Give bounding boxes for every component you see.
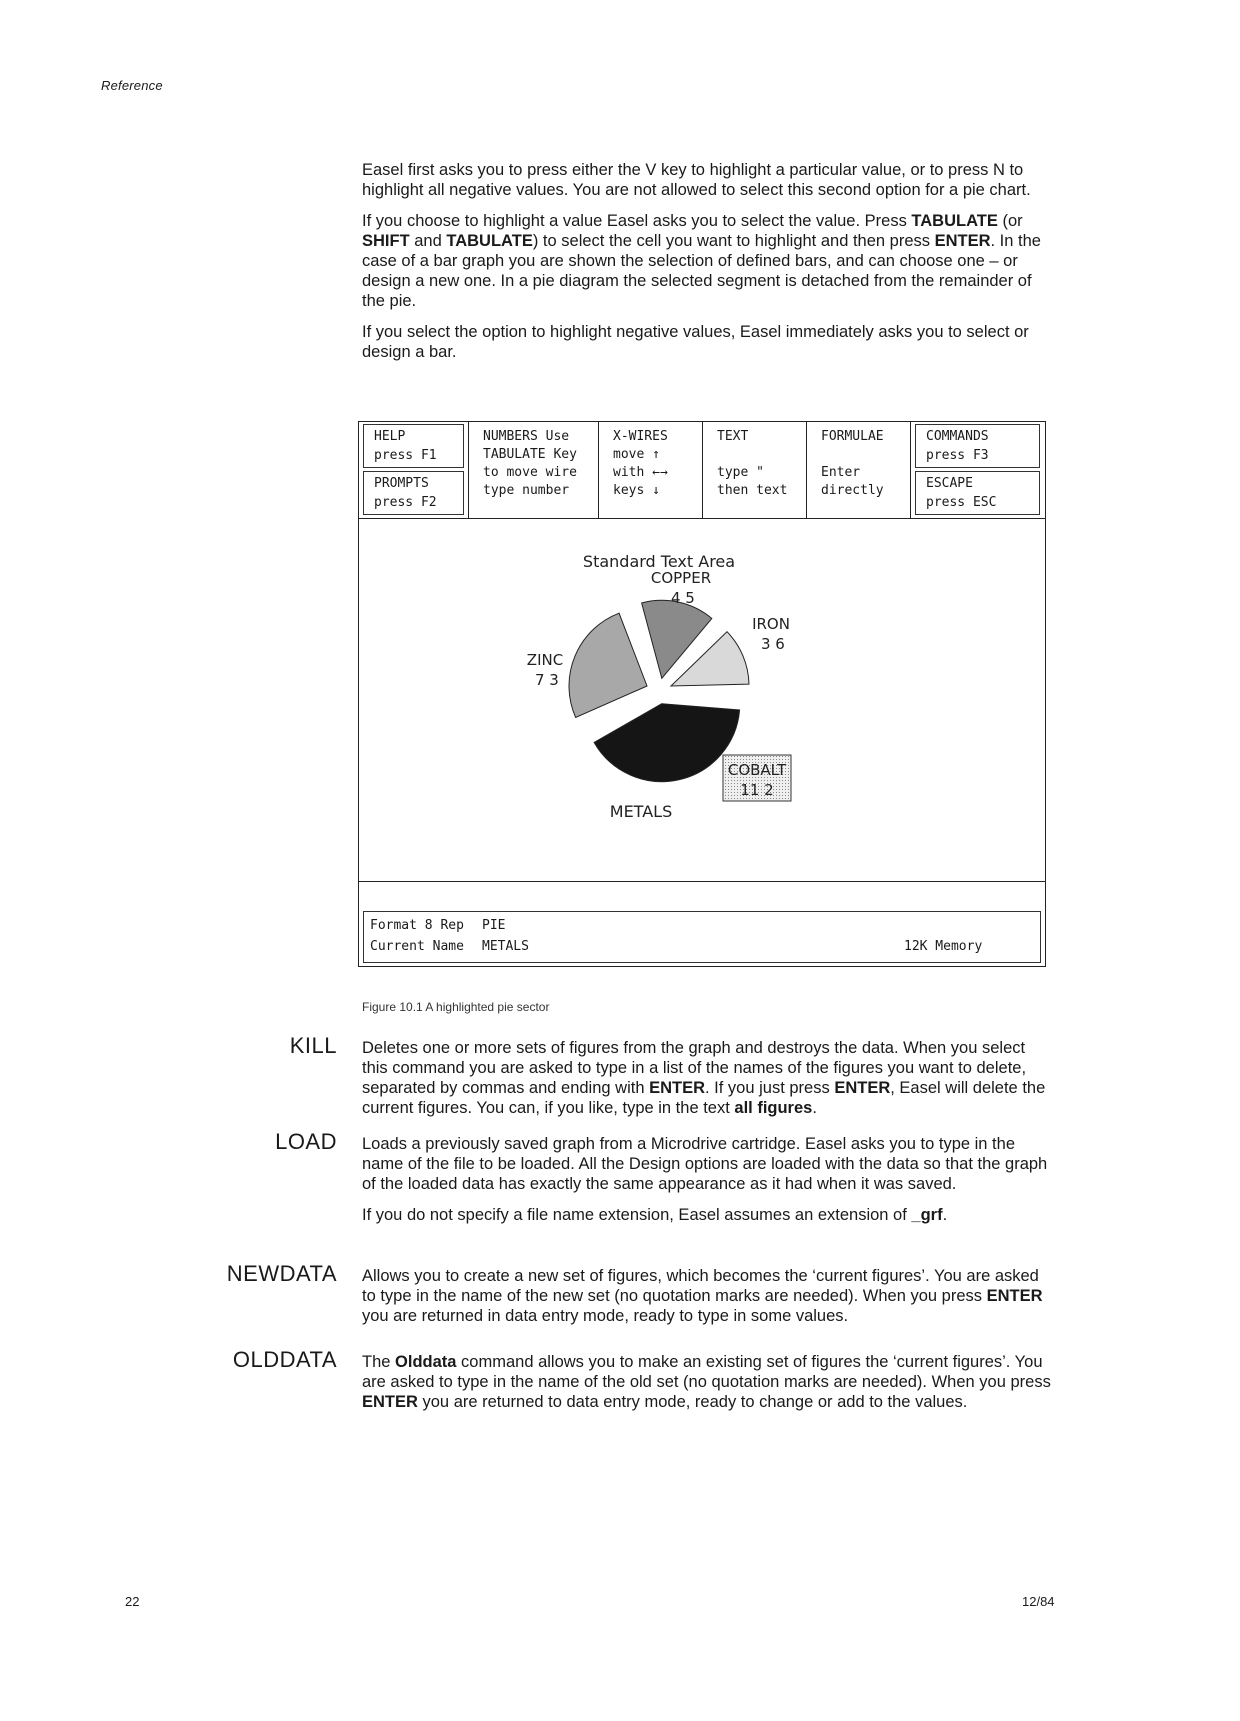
slice-label-cobalt: COBALT	[727, 761, 787, 779]
escape-sub-label: press ESC	[926, 495, 997, 510]
escape-label: ESCAPE	[926, 476, 973, 491]
format-value: PIE	[482, 918, 506, 933]
slice-value-zinc: 7 3	[535, 671, 559, 689]
current-name-value: METALS	[482, 939, 529, 954]
prompts-sub-label: press F2	[374, 495, 437, 510]
menu-numbers[interactable]: NUMBERS Use TABULATE Key to move wire type number	[469, 422, 599, 518]
slice-value-cobalt: 11 2	[740, 781, 774, 799]
menu-x-wires[interactable]: X-WIRES move ↑ with ←→ keys ↓	[599, 422, 703, 518]
edit-line-separator	[359, 881, 1045, 882]
figure-caption: Figure 10.1 A highlighted pie sector	[362, 1000, 550, 1014]
menu-bar	[359, 422, 1045, 519]
intro-paragraph-1: Easel first asks you to press either the V key to highlight a particular value, or to press N to highlight all negative values. You are not allowed to select this second option for a pie chart.	[362, 161, 1031, 199]
escape-key-box[interactable]	[915, 471, 1040, 515]
term-kill: KILL	[289, 1033, 337, 1058]
pie-slices	[569, 600, 749, 781]
current-name-label: Current Name	[370, 939, 464, 954]
term-load: LOAD	[275, 1129, 337, 1154]
desc-load: Loads a previously saved graph from a Microdrive cartridge. Easel asks you to type in the name of the file to be loaded. All the Design options are loaded with the data so that the graph of the loaded data has exactly the same appearance as it had when it was saved. If you do not specify a file name extension, Easel assumes an extension of _grf.	[362, 1135, 1048, 1224]
prompts-key-box[interactable]	[363, 471, 464, 515]
running-header: Reference	[101, 78, 163, 93]
pie-chart	[359, 519, 1043, 871]
intro-text	[362, 160, 1052, 373]
graph-area	[359, 519, 1045, 871]
slice-value-copper: 4 5	[671, 589, 695, 607]
slice-label-iron: IRON	[752, 615, 790, 633]
commands-key-box[interactable]	[915, 424, 1040, 468]
prompts-label: PROMPTS	[374, 476, 429, 491]
term-olddata: OLDDATA	[232, 1347, 337, 1372]
help-sub-label: press F1	[374, 448, 437, 463]
menu-commands-escape	[911, 422, 1044, 518]
intro-paragraph-3: If you select the option to highlight negative values, Easel immediately asks you to select or design a bar.	[362, 323, 1029, 361]
menu-formulae[interactable]: FORMULAE Enter directly	[807, 422, 911, 518]
help-key-box[interactable]	[363, 424, 464, 468]
format-label: Format 8 Rep	[370, 918, 464, 933]
menu-help-prompts	[359, 422, 469, 518]
slice-value-iron: 3 6	[761, 635, 785, 653]
chart-x-label: METALS	[609, 802, 673, 821]
status-panel	[363, 911, 1041, 963]
desc-kill: Deletes one or more sets of figures from the graph and destroys the data. When you select this command you are asked to type in a list of the names of the figures you want to delete, separated by commas and ending with ENTER. If you just press ENTER, Easel will delete the current figures. You can, if you like, type in the text all figures.	[362, 1039, 1046, 1117]
pie-slice-zinc	[569, 613, 647, 717]
slice-label-copper: COPPER	[650, 569, 712, 587]
intro-paragraph-2: If you choose to highlight a value Easel asks you to select the value. Press TABULATE (or SHIFT and TABULATE) to select the cell you want to highlight and then press ENTER. In the case of a bar graph you are shown the selection of defined bars, and can choose one – or design a new one. In a pie diagram the selected segment is detached from the remainder of the pie.	[362, 212, 1041, 310]
chart-title: Standard Text Area	[582, 552, 736, 571]
menu-text[interactable]: TEXT type " then text	[703, 422, 807, 518]
commands-label: COMMANDS	[926, 429, 989, 444]
pie-slice-cobalt	[594, 704, 739, 782]
commands-sub-label: press F3	[926, 448, 989, 463]
easel-screen-figure	[358, 421, 1046, 967]
page-number: 22	[125, 1594, 140, 1609]
desc-olddata: The Olddata command allows you to make an existing set of figures the ‘current figures’. You are asked to type in the name of the old set (no quotation marks are needed). When you press ENTER you are returned to data entry mode, ready to change or add to the values.	[362, 1353, 1051, 1411]
term-newdata: NEWDATA	[226, 1261, 337, 1286]
desc-newdata: Allows you to create a new set of figures, which becomes the ‘current figures’. You are asked to type in the name of the new set (no quotation marks are needed). When you press ENTER you are returned in data entry mode, ready to type in some values.	[362, 1267, 1043, 1325]
memory-indicator: 12K Memory	[904, 939, 983, 954]
help-label: HELP	[374, 429, 406, 444]
slice-label-zinc: ZINC	[526, 651, 564, 669]
edition-date: 12/84	[1022, 1594, 1055, 1609]
